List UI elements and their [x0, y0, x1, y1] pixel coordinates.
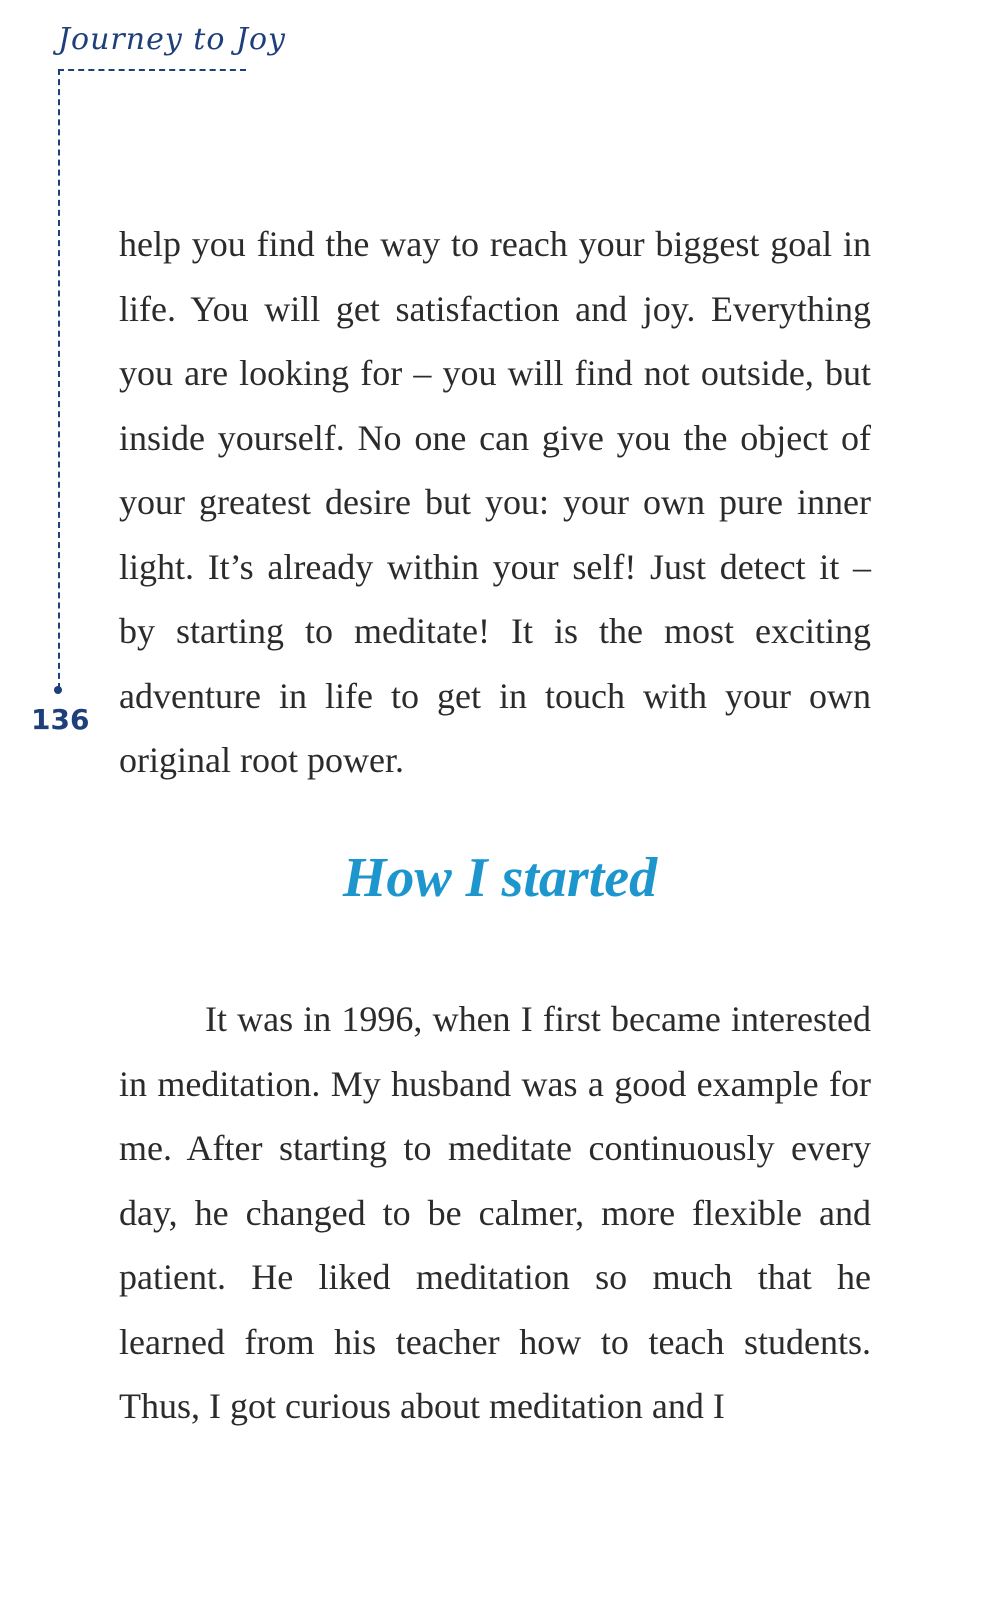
- margin-line-dot: [54, 686, 62, 694]
- page-number: 136: [31, 703, 90, 736]
- body-paragraph-2: It was in 1996, when I first became interested in meditation. My husband was a good example for me. After starting to meditate continuously every day, he changed to be calmer, more flexible and patient. He liked meditation so much that he learned from his teacher how to teach students. Thus, I got curious about meditation and I: [119, 999, 871, 1426]
- header-dashed-rule: [58, 69, 246, 71]
- body-paragraph-1: help you find the way to reach your biggest goal in life. You will get satisfaction and joy. Everything you are looking for – you will find not outside, but inside yourself. No one can give you the object of your greatest desire but you: your own pure inner light. It’s already within your self! Just detect it – by starting to meditate! It is the most exciting adventure in life to get in touch with your own original root power.: [119, 224, 871, 780]
- margin-dashed-line: [58, 69, 60, 689]
- running-head: Journey to Joy: [58, 22, 286, 57]
- section-heading: How I started: [342, 847, 658, 909]
